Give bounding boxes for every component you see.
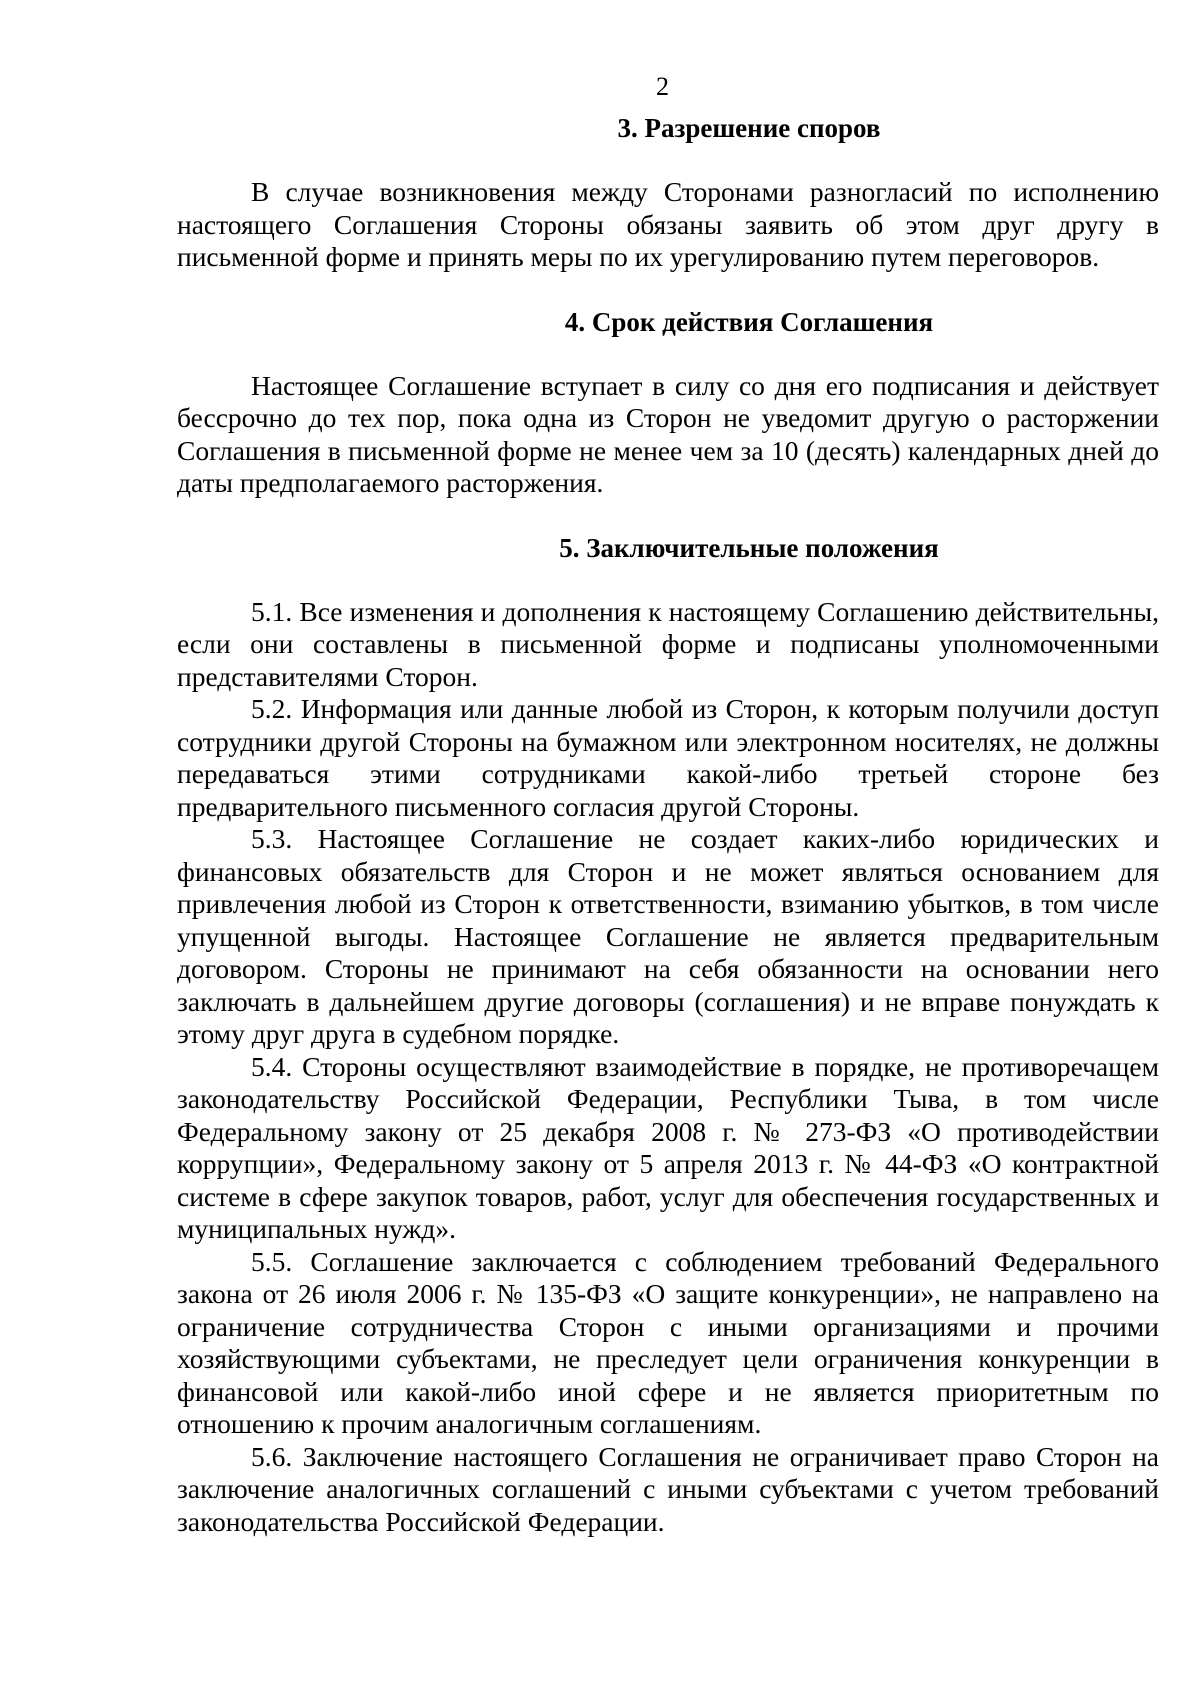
- clause-5-2: 5.2. Информация или данные любой из Сторон, к которым получили доступ сотрудники другой Стороны на бумажном или электронном носителях, не должны передаваться этими сотрудниками какой-либо третьей стороне без предварительного письменного согласия другой Стороны.: [177, 693, 1159, 822]
- clause-5-6: 5.6. Заключение настоящего Соглашения не ограничивает право Сторон на заключение аналогичных соглашений с иными субъектами с учетом требований законодательства Российской Федерации.: [177, 1440, 1159, 1537]
- section-4-paragraph: Настоящее Соглашение вступает в силу со дня его подписания и действует бессрочно до тех пор, пока одна из Сторон не уведомит другую о расторжении Соглашения в письменной форме не менее чем за 10 (десять) календарных дней до даты предполагаемого расторжения.: [177, 369, 1159, 498]
- clause-5-4: 5.4. Стороны осуществляют взаимодействие в порядке, не противоречащем законодательству Российской Федерации, Республики Тыва, в том числе Федеральному закону от 25 декабря 2008 г. № 273-ФЗ «О противодействии коррупции», Федеральному закону от 5 апреля 2013 г. № 44-ФЗ «О контрактной системе в сфере закупок товаров, работ, услуг для обеспечения государственных и муниципальных нужд».: [177, 1050, 1159, 1244]
- clause-5-3: 5.3. Настоящее Соглашение не создает каких-либо юридических и финансовых обязательств для Сторон и не может являться основанием для привлечения любой из Сторон к ответственности, взиманию убытков, в том числе упущенной выгоды. Настоящее Соглашение не является предварительным договором. Стороны не принимают на себя обязанности на основании него заключать в дальнейшем другие договоры (соглашения) и не вправе понуждать к этому друг друга в судебном порядке.: [177, 823, 1159, 1049]
- page-number: 2: [656, 72, 669, 101]
- clause-5-5: 5.5. Соглашение заключается с соблюдением требований Федерального закона от 26 июля 2006 г. № 135-ФЗ «О защите конкуренции», не направлено на ограничение сотрудничества Сторон с иными организациями и прочими хозяйствующими субъектами, не преследует цели ограничения конкуренции в финансовой или какой-либо иной сфере и не является приоритетным по отношению к прочим аналогичным соглашениям.: [177, 1245, 1159, 1439]
- section-3-title: 3. Разрешение споров: [617, 113, 881, 143]
- section-5-title: 5. Заключительные положения: [559, 532, 939, 563]
- clause-5-1: 5.1. Все изменения и дополнения к настоящему Соглашению действительны, если они составлены в письменной форме и подписаны уполномоченными представителями Сторон.: [177, 595, 1159, 692]
- section-3-paragraph: В случае возникновения между Сторонами разногласий по исполнению настоящего Соглашения Стороны обязаны заявить об этом друг другу в письменной форме и принять меры по их урегулированию путем переговоров.: [177, 176, 1159, 272]
- document-body: [177, 112, 1159, 1538]
- section-4-title: 4. Срок действия Соглашения: [564, 306, 934, 337]
